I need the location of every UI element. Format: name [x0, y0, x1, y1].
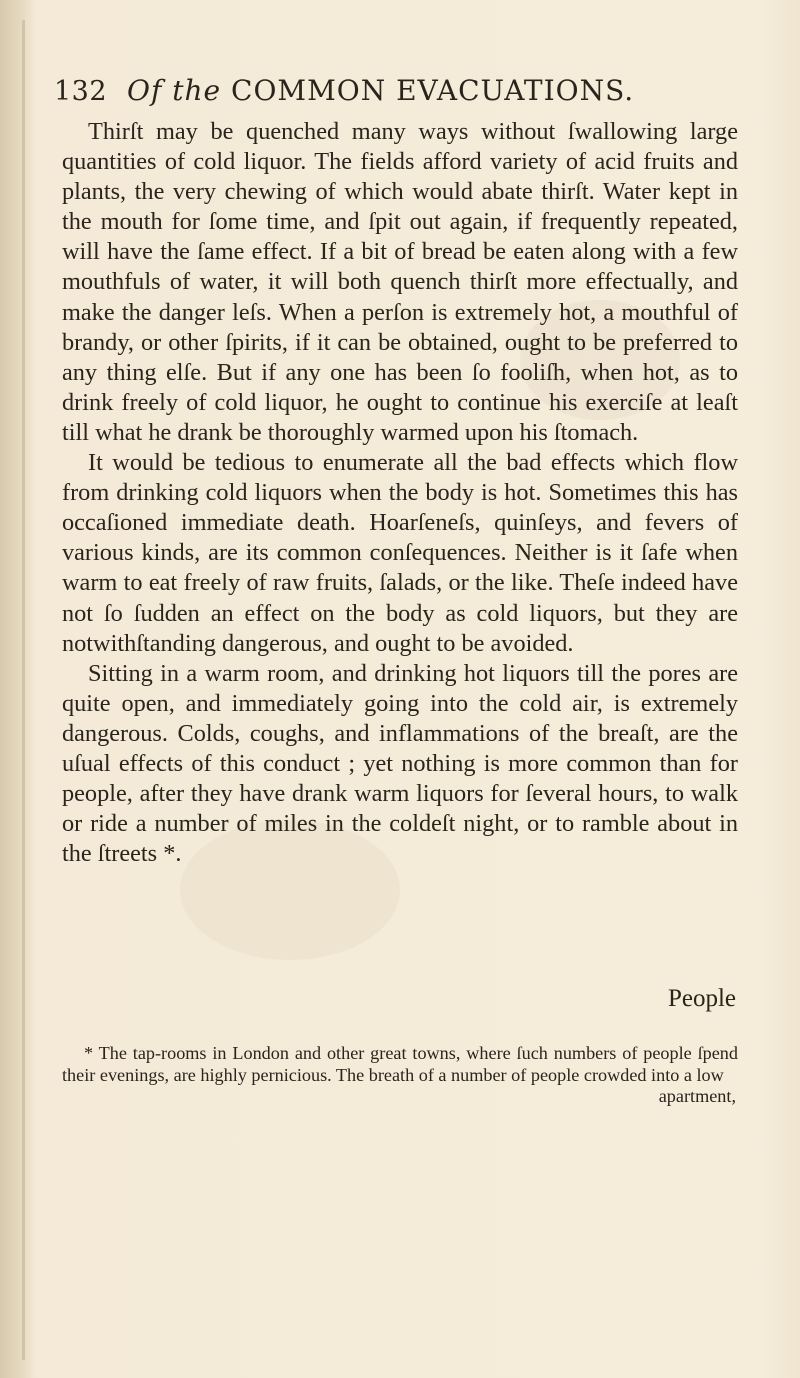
footnote-catchword: apartment, [658, 1086, 736, 1106]
catchword: People [667, 985, 736, 1012]
paragraph: It would be tedious to enumerate all the bad effects which flow from drinking cold liquors when the body is hot. Sometimes this has occaſioned immediate death. Hoarſeneſs, quinſeys, and fevers of various kinds, are its common conſequences. Neither is it ſafe when warm to eat freely of raw fruits, ſalads, or the like. Theſe indeed have not ſo ſudden an effect on the body as cold liquors, but they are notwithſtanding dangerous, and ought to be avoided. [62, 449, 738, 657]
paragraph: Thirſt may be quenched many ways without ſwallowing large quantities of cold liquor. The fields afford variety of acid fruits and plants, the very chewing of which would abate thirſt. Water kept in the mouth for ſome time, and ſpit out again, if frequently repeated, will have the ſame effect. If a bit of bread be eaten along with a few mouthfuls of water, it will both quench thirſt more effectually, and make the danger leſs. When a perſon is extremely hot, a mouthful of brandy, or other ſpirits, if it can be obtained, ought to be preferred to any thing elſe. But if any one has been ſo fooliſh, when hot, as to drink freely of cold liquor, he ought to continue his exerciſe at leaſt till what he drank be thoroughly warmed upon his ſtomach. [62, 118, 738, 446]
running-header [54, 74, 734, 114]
main-text [62, 117, 738, 869]
running-title [127, 74, 634, 107]
binding-gutter [0, 0, 34, 1378]
binding-edge [22, 20, 25, 1360]
running-title-prefix: Of the [127, 74, 222, 107]
page-number: 132 [54, 76, 108, 107]
paragraph: Sitting in a warm room, and drinking hot liquors till the pores are quite open, and immediately going into the cold air, is extremely dangerous. Colds, coughs, and inflammations of the breaſt, are the uſual effects of this conduct ; yet nothing is more common than for people, after they have drank warm liquors for ſeveral hours, to walk or ride a number of miles in the coldeſt night, or to ramble about in the ſtreets *. [62, 659, 738, 868]
running-title-main: COMMON EVACUATIONS. [231, 74, 635, 107]
footnote: * The tap-rooms in London and other great towns, where ſuch numbers of people ſpend their evenings, are highly pernicious. The breath of a number of people crowded into a low [62, 1043, 738, 1085]
